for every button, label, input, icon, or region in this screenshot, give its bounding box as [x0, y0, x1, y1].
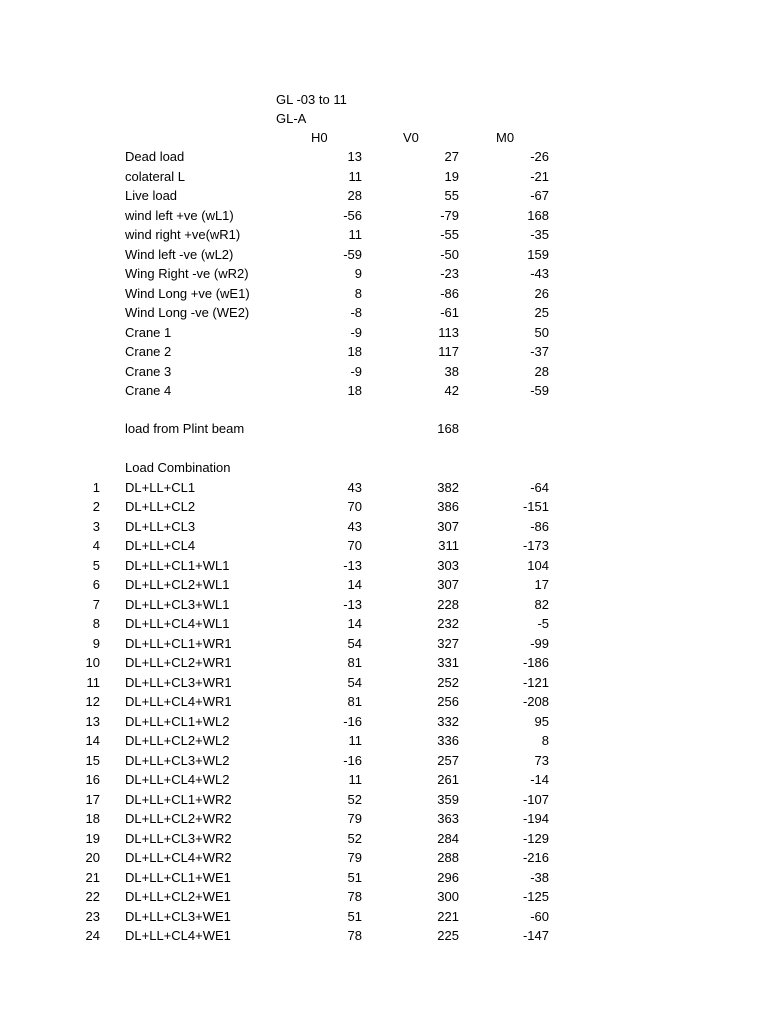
load-h0-value: 9	[354, 266, 362, 281]
load-m0-value: 26	[534, 285, 549, 301]
combination-h0-value: 11	[348, 772, 362, 787]
column-header-v0: V0	[403, 130, 419, 145]
combination-m0-value: -125	[522, 889, 549, 904]
combination-v0-value: 311	[438, 538, 459, 553]
load-v0-value: -86	[440, 285, 459, 301]
combination-m0-value: 95	[534, 713, 549, 729]
combination-v0-value: 307	[437, 518, 459, 534]
load-v0-value: 27	[444, 149, 459, 164]
load-v0-value: 117	[438, 344, 459, 359]
combination-number: 23	[85, 908, 100, 924]
combination-label: DL+LL+CL3+WR2	[125, 830, 232, 846]
load-case-label: Wind left -ve (wL2)	[125, 246, 234, 262]
combination-row	[0, 556, 768, 576]
combination-row	[0, 731, 768, 751]
combination-h0-value: 43	[347, 479, 362, 495]
combination-h0-value: 11	[348, 733, 362, 748]
load-case-label: Dead load	[125, 149, 185, 164]
load-v0-value: 38	[444, 363, 459, 379]
combination-row	[0, 751, 768, 771]
combination-label: DL+LL+CL3+WL1	[125, 596, 230, 612]
combination-v0-value: 228	[437, 596, 459, 612]
grid-axis-title: GL-A	[276, 111, 307, 126]
load-h0-value: 13	[347, 149, 362, 164]
combination-v0-value: 332	[437, 713, 459, 729]
combination-h0-value: 14	[347, 577, 362, 592]
combination-label: DL+LL+CL1+WE1	[125, 869, 231, 885]
combination-label: DL+LL+CL1+WR1	[125, 635, 232, 651]
load-case-label: Crane 2	[125, 344, 172, 359]
combination-row	[0, 790, 768, 810]
load-m0-value: -37	[530, 344, 549, 359]
combination-number: 16	[85, 772, 100, 787]
combination-v0-value: 225	[437, 928, 459, 943]
load-m0-value: -59	[530, 383, 549, 398]
load-h0-value: 11	[348, 168, 362, 184]
grid-line-title: GL -03 to 11	[276, 92, 347, 107]
combination-label: DL+LL+CL4+WL1	[125, 616, 230, 631]
load-case-row	[0, 342, 768, 362]
combination-v0-value: 331	[437, 655, 459, 670]
combination-row	[0, 770, 768, 790]
combination-v0-value: 261	[437, 772, 459, 787]
combination-m0-value: -129	[522, 830, 549, 846]
load-m0-value: -26	[530, 149, 549, 164]
load-case-label: Crane 4	[125, 383, 172, 398]
load-h0-value: -9	[350, 324, 362, 340]
combination-number: 4	[92, 538, 100, 553]
combination-v0-value: 307	[437, 577, 459, 592]
combination-number: 20	[85, 850, 100, 865]
load-h0-value: 11	[348, 227, 362, 242]
load-v0-value: -61	[440, 305, 459, 320]
load-h0-value: 18	[347, 344, 362, 359]
combination-v0-value: 221	[437, 908, 459, 924]
combination-m0-value: -86	[530, 518, 549, 534]
load-h0-value: 28	[347, 188, 362, 203]
combination-h0-value: 78	[347, 928, 362, 943]
combination-row	[0, 907, 768, 927]
combination-row	[0, 868, 768, 888]
combination-row	[0, 536, 768, 556]
combination-h0-value: 70	[347, 538, 362, 553]
load-m0-value: -35	[530, 227, 549, 242]
load-h0-value: -8	[350, 305, 362, 320]
combination-number: 21	[85, 869, 100, 885]
combination-row	[0, 673, 768, 693]
combination-h0-value: 52	[347, 791, 362, 807]
load-m0-value: -43	[530, 266, 549, 281]
load-case-row	[0, 362, 768, 382]
combination-label: DL+LL+CL2+WE1	[125, 889, 231, 904]
combination-m0-value: -173	[522, 538, 549, 553]
combination-row	[0, 478, 768, 498]
combination-number: 24	[85, 928, 100, 943]
combination-row	[0, 653, 768, 673]
combination-h0-value: -13	[343, 557, 362, 573]
load-case-label: Crane 1	[125, 324, 172, 340]
combination-h0-value: 51	[347, 869, 362, 885]
load-v0-value: 113	[438, 324, 459, 340]
combination-row	[0, 829, 768, 849]
combination-m0-value: -151	[522, 499, 549, 514]
combination-v0-value: 288	[437, 850, 459, 865]
combination-number: 1	[92, 479, 100, 495]
load-m0-value: -21	[530, 168, 549, 184]
load-case-row	[0, 225, 768, 245]
combination-row	[0, 926, 768, 946]
load-h0-value: -9	[350, 363, 362, 379]
combination-h0-value: 79	[347, 811, 362, 826]
load-case-row	[0, 245, 768, 265]
combination-h0-value: 51	[347, 908, 362, 924]
combination-label: DL+LL+CL4+WR2	[125, 850, 232, 865]
combination-v0-value: 257	[437, 752, 459, 768]
load-case-row	[0, 323, 768, 343]
combination-m0-value: -147	[522, 928, 549, 943]
combination-v0-value: 252	[437, 674, 459, 690]
combination-h0-value: 70	[347, 499, 362, 514]
load-case-label: Wind Long -ve (WE2)	[125, 305, 250, 320]
combination-number: 19	[85, 830, 100, 846]
combination-row	[0, 809, 768, 829]
combination-label: DL+LL+CL4	[125, 538, 196, 553]
combination-h0-value: 81	[347, 694, 362, 709]
load-case-label: Live load	[125, 188, 178, 203]
combination-h0-value: -13	[343, 596, 362, 612]
load-m0-value: 28	[534, 363, 549, 379]
combination-m0-value: -194	[522, 811, 549, 826]
load-case-row	[0, 303, 768, 323]
combination-v0-value: 363	[437, 811, 459, 826]
combination-row	[0, 595, 768, 615]
combination-h0-value: 79	[347, 850, 362, 865]
combination-row	[0, 614, 768, 634]
combination-m0-value: 73	[534, 752, 549, 768]
load-case-row	[0, 264, 768, 284]
combination-number: 15	[85, 752, 100, 768]
load-case-row	[0, 381, 768, 401]
combination-number: 10	[85, 655, 100, 670]
combination-h0-value: -16	[343, 713, 362, 729]
load-v0-value: 55	[444, 188, 459, 203]
combination-number: 11	[86, 674, 100, 690]
combination-label: DL+LL+CL2+WR2	[125, 811, 232, 826]
combination-v0-value: 284	[437, 830, 459, 846]
combination-number: 5	[92, 557, 100, 573]
load-case-label: Wing Right -ve (wR2)	[125, 266, 249, 281]
load-combination-title: Load Combination	[125, 460, 231, 475]
combination-m0-value: -60	[530, 908, 549, 924]
load-v0-value: -50	[440, 246, 459, 262]
combination-label: DL+LL+CL3+WL2	[125, 752, 230, 768]
combination-row	[0, 517, 768, 537]
combination-h0-value: 43	[347, 518, 362, 534]
plint-beam-label: load from Plint beam	[125, 421, 245, 436]
combination-label: DL+LL+CL2+WL1	[125, 577, 230, 592]
combination-row	[0, 692, 768, 712]
combination-m0-value: -208	[522, 694, 549, 709]
column-header-h0: H0	[311, 130, 328, 145]
combination-number: 8	[92, 616, 100, 631]
combination-m0-value: -107	[522, 791, 549, 807]
load-case-label: wind left +ve (wL1)	[125, 207, 234, 223]
combination-number: 2	[92, 499, 100, 514]
combination-m0-value: 82	[534, 596, 549, 612]
combination-row	[0, 887, 768, 907]
combination-h0-value: -16	[343, 752, 362, 768]
combination-label: DL+LL+CL1	[125, 479, 196, 495]
combination-v0-value: 303	[437, 557, 459, 573]
combination-number: 14	[85, 733, 100, 748]
combination-row	[0, 497, 768, 517]
combination-number: 7	[92, 596, 100, 612]
load-case-label: colateral L	[125, 168, 185, 184]
combination-label: DL+LL+CL3+WE1	[125, 908, 231, 924]
combination-h0-value: 81	[347, 655, 362, 670]
combination-label: DL+LL+CL1+WL2	[125, 713, 230, 729]
combination-h0-value: 54	[347, 635, 362, 651]
combination-v0-value: 296	[437, 869, 459, 885]
combination-label: DL+LL+CL4+WE1	[125, 928, 231, 943]
load-v0-value: -79	[440, 207, 459, 223]
combination-label: DL+LL+CL2+WL2	[125, 733, 230, 748]
combination-v0-value: 382	[437, 479, 459, 495]
load-case-row	[0, 167, 768, 187]
combination-number: 12	[85, 694, 100, 709]
load-case-label: Crane 3	[125, 363, 172, 379]
combination-v0-value: 256	[437, 694, 459, 709]
combination-m0-value: 104	[527, 557, 549, 573]
load-case-row	[0, 284, 768, 304]
combination-row	[0, 848, 768, 868]
load-m0-value: 25	[534, 305, 549, 320]
load-h0-value: -56	[343, 207, 362, 223]
load-case-row	[0, 206, 768, 226]
combination-m0-value: -38	[530, 869, 549, 885]
combination-m0-value: 17	[534, 577, 549, 592]
combination-label: DL+LL+CL2	[125, 499, 196, 514]
column-header-m0: M0	[496, 130, 515, 145]
combination-m0-value: -216	[522, 850, 549, 865]
combination-v0-value: 359	[437, 791, 459, 807]
combination-h0-value: 14	[347, 616, 362, 631]
combination-number: 18	[85, 811, 100, 826]
combination-v0-value: 232	[437, 616, 459, 631]
combination-m0-value: -99	[530, 635, 549, 651]
combination-m0-value: -5	[537, 616, 549, 631]
load-m0-value: -67	[530, 188, 549, 203]
combination-label: DL+LL+CL1+WL1	[125, 557, 230, 573]
plint-beam-row	[0, 419, 768, 439]
combination-number: 22	[85, 889, 100, 904]
combination-m0-value: -186	[522, 655, 549, 670]
combination-row	[0, 712, 768, 732]
combination-v0-value: 386	[437, 499, 459, 514]
combination-row	[0, 634, 768, 654]
load-case-row	[0, 186, 768, 206]
combination-label: DL+LL+CL4+WR1	[125, 694, 232, 709]
load-h0-value: -59	[343, 246, 362, 262]
load-v0-value: 42	[444, 383, 459, 398]
combination-v0-value: 327	[437, 635, 459, 651]
combination-label: DL+LL+CL3+WR1	[125, 674, 232, 690]
load-case-label: wind right +ve(wR1)	[125, 227, 241, 242]
combination-h0-value: 52	[347, 830, 362, 846]
load-v0-value: 19	[444, 168, 459, 184]
combination-number: 9	[92, 635, 100, 651]
load-m0-value: 159	[527, 246, 549, 262]
load-h0-value: 8	[354, 285, 362, 301]
combination-row	[0, 575, 768, 595]
load-case-label: Wind Long +ve (wE1)	[125, 285, 250, 301]
plint-beam-v0-value: 168	[437, 421, 459, 436]
combination-m0-value: -14	[530, 772, 549, 787]
combination-v0-value: 300	[437, 889, 459, 904]
combination-number: 6	[92, 577, 100, 592]
combination-m0-value: -121	[522, 674, 549, 690]
combination-label: DL+LL+CL2+WR1	[125, 655, 232, 670]
combination-h0-value: 54	[347, 674, 362, 690]
load-case-row	[0, 147, 768, 167]
combination-label: DL+LL+CL1+WR2	[125, 791, 232, 807]
combination-label: DL+LL+CL3	[125, 518, 196, 534]
combination-h0-value: 78	[347, 889, 362, 904]
combination-m0-value: -64	[530, 479, 549, 495]
load-m0-value: 50	[534, 324, 549, 340]
combination-m0-value: 8	[541, 733, 549, 748]
load-h0-value: 18	[347, 383, 362, 398]
load-v0-value: -23	[440, 266, 459, 281]
combination-number: 13	[85, 713, 100, 729]
combination-number: 17	[85, 791, 100, 807]
combination-label: DL+LL+CL4+WL2	[125, 772, 230, 787]
load-v0-value: -55	[440, 227, 459, 242]
combination-number: 3	[92, 518, 100, 534]
load-m0-value: 168	[527, 207, 549, 223]
combination-v0-value: 336	[437, 733, 459, 748]
